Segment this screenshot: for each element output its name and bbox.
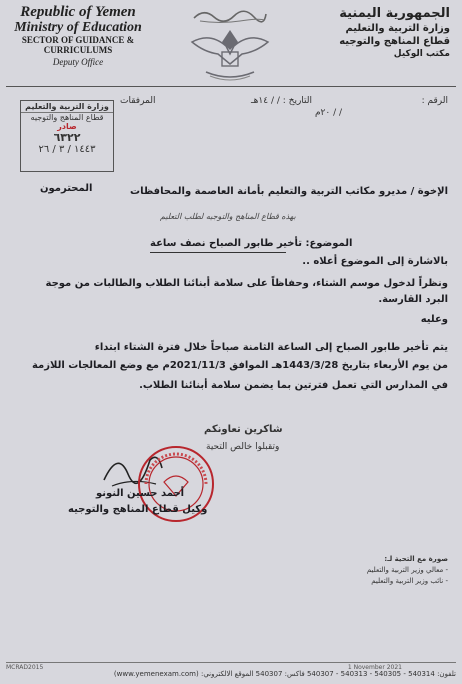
ref-date-2: / / ٢٠م [314,108,342,118]
english-header [8,4,148,69]
footer-date: 1 November 2021 [347,664,402,671]
copies-label: صورة مع التحية لـ: [384,555,448,563]
signatory-title: وكيل قطاع المناهج والتوجيه [68,504,208,515]
stamp-date: ١٤٤٣ / ٣ / ٢٦ [38,144,96,155]
copies-list [328,554,448,587]
copy-item: - نائب وزير التربية والتعليم [371,577,448,585]
stamp-outgoing: صادر [57,122,77,131]
outgoing-stamp [20,100,114,172]
header-office: Deputy Office [52,57,104,67]
stamp-sector: قطاع المناهج والتوجيه [30,113,104,122]
yemen-eagle-emblem-icon [186,24,274,84]
copy-item: - معالي وزير التربية والتعليم [366,566,448,574]
subject-line: الموضوع: تأخير طابور الصباح نصف ساعة [150,238,353,249]
footer-contact: تلفون: 540314 - 540305 - 540313 - 540307 فاكس: 540307 الموقع الالكتروني: (www.yemenexam.com) [113,670,456,678]
ref-attachments: المرفقات [120,96,156,106]
header-sector: SECTOR OF GUIDANCE & [21,35,135,45]
ref-number: الرقم : [421,96,448,106]
header-country-ar: الجمهورية اليمنية [339,6,450,21]
addressee: الإخوة / مديرو مكاتب التربية والتعليم بأمانة العاصمة والمحافظات [130,186,448,197]
basmala-calligraphy-icon [190,4,270,26]
footer-divider [6,662,456,663]
header-country: Republic of Yemen [20,4,136,20]
handwritten-note: بهذه قطاع المناهج والتوجيه لطلب التعليم [160,212,296,221]
header-divider [6,86,456,87]
arabic-header [330,6,450,60]
paragraph-decision-3: في المدارس التي تعمل فترتين بما يضمن سلامة أبنائنا الطلاب. [139,380,448,391]
paragraph-decision-2: من يوم الأربعاء بتاريخ 1443/3/28هـ الموافق 2021/11/3م مع وضع المعالجات اللازمة [31,360,448,371]
header-ministry: Ministry of Education [14,20,142,35]
paragraph-winter-2: البرد القارسة. [378,294,448,305]
paragraph-decision-1: يتم تأخير طابور الصباح إلى الساعة الثامنة صباحاً خلال فترة الشتاء ابتداء [94,342,448,353]
paragraph-reference: بالاشارة إلى الموضوع أعلاه .. [302,256,448,267]
header-curriculums: CURRICULUMS [43,45,113,55]
closing-greeting: وتقبلوا خالص التحية [206,442,280,452]
closing-thanks: شاكرين تعاونكم [204,424,283,435]
subject-underline [150,252,286,253]
form-code: MCRAD2015 [6,664,44,671]
paragraph-winter-1: ونظراً لدخول موسم الشتاء، وحفاظاً على سلامة أبنائنا الطلاب والطالبات من موجة [45,278,448,289]
stamp-ministry: وزارة التربية والتعليم [21,101,113,113]
header-office-ar: مكتب الوكيل [393,49,450,59]
respect: المحترمون [40,183,93,194]
paragraph-therefore: وعليه [420,314,448,325]
header-ministry-ar: وزارة التربية والتعليم [345,23,450,34]
stamp-number: ٦٣٢٢ [53,131,81,144]
header-sector-ar: قطاع المناهج والتوجيه [339,36,450,47]
ref-date: التاريخ : / / ١٤هـ [251,96,312,106]
signatory-name: أحمد حسين النونو [96,488,185,499]
